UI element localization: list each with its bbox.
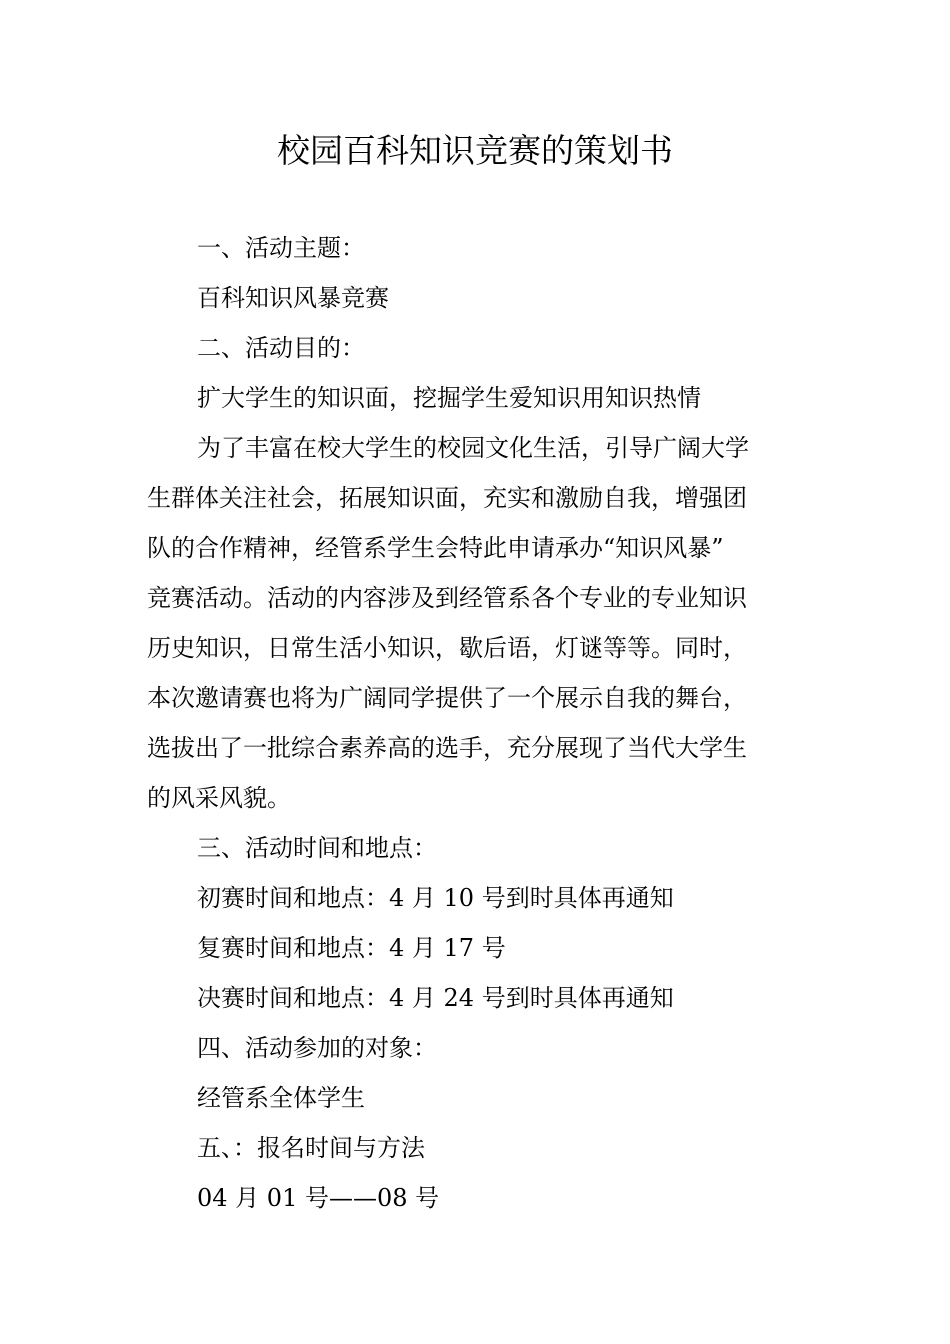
document-body	[147, 223, 815, 1223]
section-heading-participants: 四、活动参加的对象：	[197, 1034, 437, 1062]
final-round-info: 决赛时间和地点：4 月 24 号到时具体再通知	[197, 984, 674, 1012]
section-heading-theme: 一、活动主题：	[197, 234, 365, 262]
second-round-info: 复赛时间和地点：4 月 17 号	[197, 934, 506, 962]
paragraph-line: 本次邀请赛也将为广阔同学提供了一个展示自我的舞台，	[147, 684, 747, 712]
paragraph-line: 历史知识，日常生活小知识，歇后语，灯谜等等。同时，	[147, 634, 747, 662]
paragraph-line: 的风采风貌。	[147, 784, 291, 812]
paragraph-line: 队的合作精神，经管系学生会特此申请承办“知识风暴”	[147, 534, 724, 562]
paragraph-line: 选拔出了一批综合素养高的选手，充分展现了当代大学生	[147, 734, 747, 762]
participants-text: 经管系全体学生	[197, 1084, 365, 1112]
paragraph-line: 生群体关注社会，拓展知识面，充实和激励自我，增强团	[147, 484, 747, 512]
theme-text: 百科知识风暴竞赛	[197, 284, 389, 312]
paragraph-line: 竞赛活动。活动的内容涉及到经管系各个专业的专业知识	[147, 584, 747, 612]
paragraph-line: 为了丰富在校大学生的校园文化生活，引导广阔大学	[197, 434, 749, 462]
section-heading-purpose: 二、活动目的：	[197, 334, 365, 362]
registration-dates: 04 月 01 号——08 号	[197, 1184, 440, 1212]
section-heading-registration: 五、：报名时间与方法	[197, 1134, 425, 1162]
preliminary-round-info: 初赛时间和地点：4 月 10 号到时具体再通知	[197, 884, 674, 912]
document-title: 校园百科知识竞赛的策划书	[277, 131, 673, 170]
section-heading-time-place: 三、活动时间和地点：	[197, 834, 437, 862]
purpose-text: 扩大学生的知识面，挖掘学生爱知识用知识热情	[197, 384, 701, 412]
